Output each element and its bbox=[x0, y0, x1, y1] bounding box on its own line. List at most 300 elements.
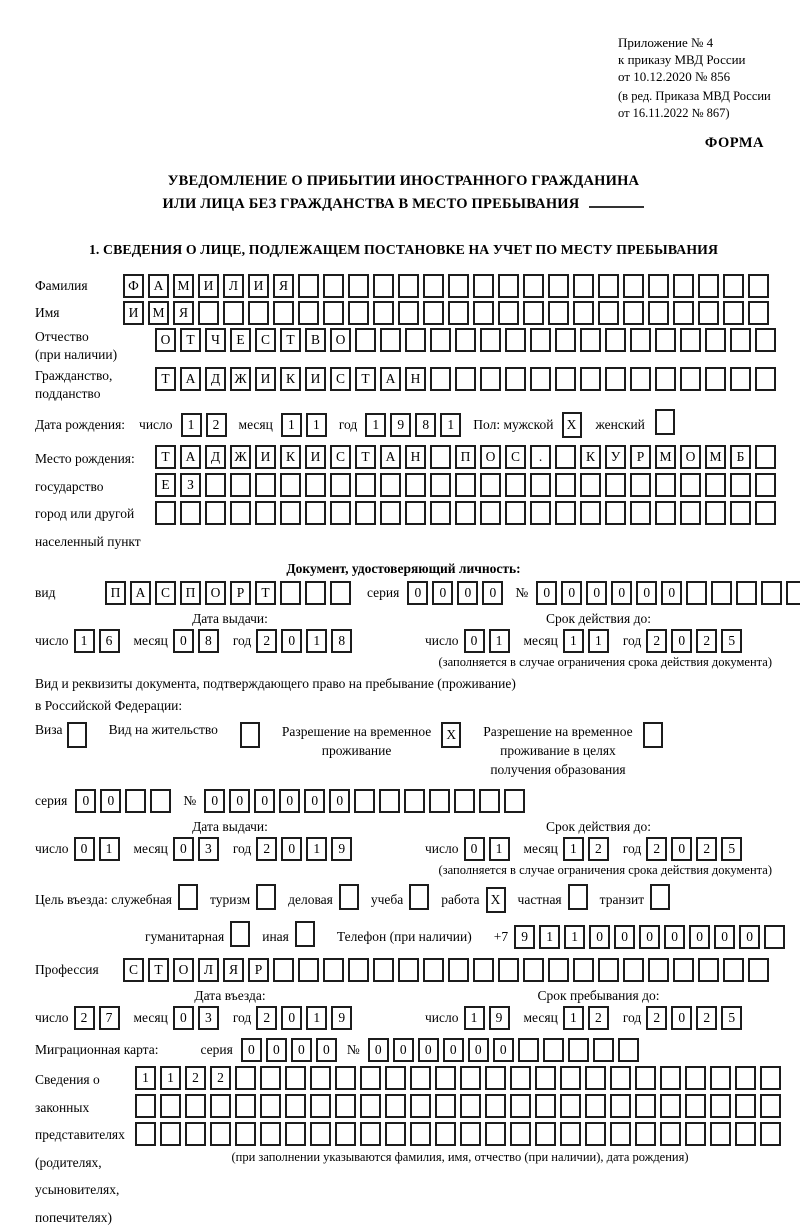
form-cell[interactable]: 0 bbox=[291, 1038, 312, 1062]
form-cell[interactable]: Т bbox=[355, 367, 376, 391]
form-cell[interactable] bbox=[730, 367, 751, 391]
form-cell[interactable] bbox=[348, 274, 369, 298]
form-cell[interactable] bbox=[655, 328, 676, 352]
form-cell[interactable] bbox=[598, 958, 619, 982]
form-cell[interactable] bbox=[355, 501, 376, 525]
form-cell[interactable]: 1 bbox=[564, 925, 585, 949]
form-cell[interactable]: Р bbox=[230, 581, 251, 605]
form-cell[interactable]: 0 bbox=[664, 925, 685, 949]
form-cell[interactable] bbox=[380, 501, 401, 525]
form-cell[interactable] bbox=[498, 958, 519, 982]
form-cell[interactable]: Ж bbox=[230, 367, 251, 391]
form-cell[interactable]: П bbox=[105, 581, 126, 605]
form-cell[interactable]: 1 bbox=[365, 413, 386, 437]
form-cell[interactable] bbox=[610, 1066, 631, 1090]
form-cell[interactable] bbox=[423, 958, 444, 982]
form-cell[interactable] bbox=[660, 1122, 681, 1146]
form-cell[interactable] bbox=[205, 473, 226, 497]
form-cell[interactable] bbox=[256, 884, 276, 910]
form-cell[interactable] bbox=[423, 301, 444, 325]
form-cell[interactable] bbox=[255, 473, 276, 497]
form-cell[interactable] bbox=[435, 1094, 456, 1118]
form-cell[interactable] bbox=[605, 473, 626, 497]
form-cell[interactable] bbox=[598, 274, 619, 298]
form-cell[interactable] bbox=[335, 1122, 356, 1146]
form-cell[interactable]: 0 bbox=[254, 789, 275, 813]
form-cell[interactable] bbox=[473, 274, 494, 298]
form-cell[interactable]: 2 bbox=[646, 837, 667, 861]
form-cell[interactable] bbox=[460, 1094, 481, 1118]
form-cell[interactable]: Е bbox=[230, 328, 251, 352]
form-cell[interactable] bbox=[429, 789, 450, 813]
form-cell[interactable]: С bbox=[255, 328, 276, 352]
form-cell[interactable] bbox=[373, 274, 394, 298]
form-cell[interactable] bbox=[373, 301, 394, 325]
form-cell[interactable] bbox=[385, 1066, 406, 1090]
form-cell[interactable] bbox=[585, 1094, 606, 1118]
form-cell[interactable]: 5 bbox=[721, 837, 742, 861]
form-cell[interactable] bbox=[605, 328, 626, 352]
form-cell[interactable]: Ф bbox=[123, 274, 144, 298]
form-cell[interactable] bbox=[305, 473, 326, 497]
form-cell[interactable]: Я bbox=[273, 274, 294, 298]
form-cell[interactable]: К bbox=[280, 367, 301, 391]
form-cell[interactable] bbox=[479, 789, 500, 813]
form-cell[interactable]: 0 bbox=[229, 789, 250, 813]
form-cell[interactable]: 0 bbox=[639, 925, 660, 949]
form-cell[interactable] bbox=[405, 501, 426, 525]
form-cell[interactable] bbox=[235, 1094, 256, 1118]
form-cell[interactable]: 0 bbox=[75, 789, 96, 813]
form-cell[interactable] bbox=[135, 1122, 156, 1146]
form-cell[interactable] bbox=[205, 501, 226, 525]
form-cell[interactable] bbox=[555, 473, 576, 497]
form-cell[interactable]: 0 bbox=[281, 629, 302, 653]
form-cell[interactable] bbox=[330, 473, 351, 497]
form-cell[interactable] bbox=[680, 501, 701, 525]
form-cell[interactable] bbox=[448, 958, 469, 982]
form-cell[interactable]: 1 bbox=[160, 1066, 181, 1090]
form-cell[interactable] bbox=[230, 473, 251, 497]
form-cell[interactable] bbox=[543, 1038, 564, 1062]
form-cell[interactable]: 2 bbox=[588, 837, 609, 861]
form-cell[interactable]: А bbox=[148, 274, 169, 298]
form-cell[interactable]: 0 bbox=[661, 581, 682, 605]
form-cell[interactable] bbox=[710, 1066, 731, 1090]
form-cell[interactable]: Б bbox=[730, 445, 751, 469]
form-cell[interactable]: 2 bbox=[696, 837, 717, 861]
form-cell[interactable] bbox=[480, 328, 501, 352]
form-cell[interactable] bbox=[764, 925, 785, 949]
form-cell[interactable] bbox=[635, 1066, 656, 1090]
form-cell[interactable] bbox=[240, 722, 260, 748]
form-cell[interactable]: 0 bbox=[671, 629, 692, 653]
form-cell[interactable] bbox=[598, 301, 619, 325]
form-cell[interactable]: 8 bbox=[415, 413, 436, 437]
form-cell[interactable]: З bbox=[180, 473, 201, 497]
form-cell[interactable]: 2 bbox=[185, 1066, 206, 1090]
form-cell[interactable] bbox=[295, 921, 315, 947]
form-cell[interactable]: 5 bbox=[721, 1006, 742, 1030]
form-cell[interactable] bbox=[555, 328, 576, 352]
form-cell[interactable] bbox=[405, 328, 426, 352]
form-cell[interactable] bbox=[685, 1066, 706, 1090]
form-cell[interactable]: 2 bbox=[588, 1006, 609, 1030]
form-cell[interactable] bbox=[673, 301, 694, 325]
form-cell[interactable] bbox=[410, 1122, 431, 1146]
form-cell[interactable]: К bbox=[580, 445, 601, 469]
form-cell[interactable] bbox=[705, 473, 726, 497]
form-cell[interactable] bbox=[455, 328, 476, 352]
form-cell[interactable] bbox=[298, 274, 319, 298]
form-cell[interactable] bbox=[410, 1094, 431, 1118]
form-cell[interactable]: 2 bbox=[210, 1066, 231, 1090]
form-cell[interactable] bbox=[335, 1066, 356, 1090]
form-cell[interactable] bbox=[573, 958, 594, 982]
form-cell[interactable] bbox=[535, 1122, 556, 1146]
form-cell[interactable] bbox=[580, 473, 601, 497]
form-cell[interactable] bbox=[67, 722, 87, 748]
form-cell[interactable]: 1 bbox=[306, 1006, 327, 1030]
form-cell[interactable] bbox=[185, 1122, 206, 1146]
form-cell[interactable] bbox=[660, 1094, 681, 1118]
form-cell[interactable] bbox=[660, 1066, 681, 1090]
form-cell[interactable] bbox=[248, 301, 269, 325]
form-cell[interactable] bbox=[698, 274, 719, 298]
form-cell[interactable] bbox=[480, 473, 501, 497]
form-cell[interactable] bbox=[260, 1066, 281, 1090]
form-cell[interactable] bbox=[455, 367, 476, 391]
form-cell[interactable] bbox=[430, 367, 451, 391]
form-cell[interactable] bbox=[473, 958, 494, 982]
form-cell[interactable] bbox=[330, 581, 351, 605]
form-cell[interactable]: 1 bbox=[464, 1006, 485, 1030]
form-cell[interactable] bbox=[760, 1122, 781, 1146]
form-cell[interactable] bbox=[530, 328, 551, 352]
form-cell[interactable]: М bbox=[148, 301, 169, 325]
form-cell[interactable]: 2 bbox=[206, 413, 227, 437]
form-cell[interactable]: 0 bbox=[739, 925, 760, 949]
form-cell[interactable]: 0 bbox=[241, 1038, 262, 1062]
form-cell[interactable]: 0 bbox=[493, 1038, 514, 1062]
form-cell[interactable] bbox=[630, 328, 651, 352]
form-cell[interactable] bbox=[568, 884, 588, 910]
form-cell[interactable]: 0 bbox=[407, 581, 428, 605]
form-cell[interactable]: О bbox=[330, 328, 351, 352]
form-cell[interactable]: 9 bbox=[514, 925, 535, 949]
form-cell[interactable]: А bbox=[380, 367, 401, 391]
form-cell[interactable]: X bbox=[441, 722, 461, 748]
form-cell[interactable]: 0 bbox=[586, 581, 607, 605]
form-cell[interactable] bbox=[650, 884, 670, 910]
form-cell[interactable] bbox=[285, 1122, 306, 1146]
form-cell[interactable]: Н bbox=[405, 445, 426, 469]
form-cell[interactable] bbox=[379, 789, 400, 813]
form-cell[interactable]: Я bbox=[173, 301, 194, 325]
form-cell[interactable] bbox=[330, 501, 351, 525]
form-cell[interactable]: 2 bbox=[256, 629, 277, 653]
form-cell[interactable]: 1 bbox=[440, 413, 461, 437]
form-cell[interactable]: 0 bbox=[536, 581, 557, 605]
form-cell[interactable]: А bbox=[130, 581, 151, 605]
form-cell[interactable]: 1 bbox=[135, 1066, 156, 1090]
form-cell[interactable]: 0 bbox=[482, 581, 503, 605]
form-cell[interactable]: С bbox=[505, 445, 526, 469]
form-cell[interactable]: 0 bbox=[316, 1038, 337, 1062]
form-cell[interactable] bbox=[448, 301, 469, 325]
form-cell[interactable]: М bbox=[705, 445, 726, 469]
form-cell[interactable] bbox=[485, 1094, 506, 1118]
form-cell[interactable]: С bbox=[330, 367, 351, 391]
form-cell[interactable]: 0 bbox=[304, 789, 325, 813]
form-cell[interactable] bbox=[430, 473, 451, 497]
form-cell[interactable]: 0 bbox=[589, 925, 610, 949]
form-cell[interactable] bbox=[185, 1094, 206, 1118]
form-cell[interactable] bbox=[673, 958, 694, 982]
form-cell[interactable] bbox=[355, 473, 376, 497]
form-cell[interactable]: 0 bbox=[457, 581, 478, 605]
form-cell[interactable]: А bbox=[180, 445, 201, 469]
form-cell[interactable] bbox=[404, 789, 425, 813]
form-cell[interactable] bbox=[730, 501, 751, 525]
form-cell[interactable] bbox=[510, 1066, 531, 1090]
form-cell[interactable] bbox=[761, 581, 782, 605]
form-cell[interactable]: 0 bbox=[561, 581, 582, 605]
form-cell[interactable] bbox=[348, 958, 369, 982]
form-cell[interactable] bbox=[523, 301, 544, 325]
form-cell[interactable] bbox=[305, 501, 326, 525]
form-cell[interactable] bbox=[705, 328, 726, 352]
form-cell[interactable]: 1 bbox=[281, 413, 302, 437]
form-cell[interactable] bbox=[680, 367, 701, 391]
form-cell[interactable] bbox=[310, 1066, 331, 1090]
form-cell[interactable] bbox=[260, 1122, 281, 1146]
form-cell[interactable] bbox=[760, 1066, 781, 1090]
form-cell[interactable] bbox=[198, 301, 219, 325]
form-cell[interactable] bbox=[280, 473, 301, 497]
form-cell[interactable] bbox=[585, 1122, 606, 1146]
form-cell[interactable] bbox=[610, 1094, 631, 1118]
form-cell[interactable]: 1 bbox=[563, 837, 584, 861]
form-cell[interactable]: М bbox=[173, 274, 194, 298]
form-cell[interactable] bbox=[680, 328, 701, 352]
form-cell[interactable]: У bbox=[605, 445, 626, 469]
form-cell[interactable]: 0 bbox=[368, 1038, 389, 1062]
form-cell[interactable]: 0 bbox=[173, 837, 194, 861]
form-cell[interactable]: Т bbox=[155, 445, 176, 469]
form-cell[interactable]: Н bbox=[405, 367, 426, 391]
form-cell[interactable] bbox=[160, 1122, 181, 1146]
form-cell[interactable]: 1 bbox=[563, 1006, 584, 1030]
form-cell[interactable] bbox=[630, 501, 651, 525]
form-cell[interactable] bbox=[623, 958, 644, 982]
form-cell[interactable] bbox=[323, 274, 344, 298]
form-cell[interactable] bbox=[235, 1066, 256, 1090]
form-cell[interactable] bbox=[178, 884, 198, 910]
form-cell[interactable]: 0 bbox=[100, 789, 121, 813]
form-cell[interactable] bbox=[555, 501, 576, 525]
form-cell[interactable] bbox=[585, 1066, 606, 1090]
form-cell[interactable] bbox=[410, 1066, 431, 1090]
form-cell[interactable]: 0 bbox=[279, 789, 300, 813]
form-cell[interactable]: 0 bbox=[689, 925, 710, 949]
form-cell[interactable] bbox=[454, 789, 475, 813]
form-cell[interactable]: И bbox=[305, 445, 326, 469]
form-cell[interactable]: О bbox=[480, 445, 501, 469]
form-cell[interactable] bbox=[360, 1066, 381, 1090]
form-cell[interactable]: 0 bbox=[418, 1038, 439, 1062]
form-cell[interactable] bbox=[360, 1122, 381, 1146]
form-cell[interactable] bbox=[673, 274, 694, 298]
form-cell[interactable] bbox=[698, 958, 719, 982]
form-cell[interactable] bbox=[155, 501, 176, 525]
form-cell[interactable] bbox=[655, 367, 676, 391]
form-cell[interactable]: 8 bbox=[331, 629, 352, 653]
form-cell[interactable]: 0 bbox=[74, 837, 95, 861]
form-cell[interactable] bbox=[535, 1094, 556, 1118]
form-cell[interactable] bbox=[705, 367, 726, 391]
form-cell[interactable] bbox=[323, 301, 344, 325]
form-cell[interactable] bbox=[125, 789, 146, 813]
form-cell[interactable] bbox=[405, 473, 426, 497]
form-cell[interactable] bbox=[618, 1038, 639, 1062]
form-cell[interactable]: В bbox=[305, 328, 326, 352]
form-cell[interactable] bbox=[480, 367, 501, 391]
form-cell[interactable]: 0 bbox=[464, 629, 485, 653]
form-cell[interactable] bbox=[698, 301, 719, 325]
form-cell[interactable] bbox=[323, 958, 344, 982]
form-cell[interactable] bbox=[686, 581, 707, 605]
form-cell[interactable] bbox=[505, 473, 526, 497]
form-cell[interactable]: 1 bbox=[306, 837, 327, 861]
form-cell[interactable] bbox=[735, 1122, 756, 1146]
form-cell[interactable] bbox=[455, 501, 476, 525]
form-cell[interactable] bbox=[560, 1094, 581, 1118]
form-cell[interactable] bbox=[736, 581, 757, 605]
form-cell[interactable]: 9 bbox=[489, 1006, 510, 1030]
form-cell[interactable]: 0 bbox=[281, 1006, 302, 1030]
form-cell[interactable]: М bbox=[655, 445, 676, 469]
form-cell[interactable]: 0 bbox=[393, 1038, 414, 1062]
form-cell[interactable] bbox=[568, 1038, 589, 1062]
form-cell[interactable] bbox=[710, 1122, 731, 1146]
form-cell[interactable] bbox=[735, 1066, 756, 1090]
form-cell[interactable] bbox=[285, 1066, 306, 1090]
form-cell[interactable] bbox=[280, 501, 301, 525]
form-cell[interactable]: Т bbox=[355, 445, 376, 469]
form-cell[interactable] bbox=[655, 409, 675, 435]
form-cell[interactable] bbox=[755, 501, 776, 525]
form-cell[interactable]: 0 bbox=[173, 629, 194, 653]
form-cell[interactable]: 0 bbox=[281, 837, 302, 861]
form-cell[interactable]: 0 bbox=[671, 837, 692, 861]
form-cell[interactable] bbox=[430, 445, 451, 469]
form-cell[interactable] bbox=[623, 301, 644, 325]
form-cell[interactable]: Д bbox=[205, 367, 226, 391]
form-cell[interactable]: Л bbox=[223, 274, 244, 298]
form-cell[interactable]: А bbox=[380, 445, 401, 469]
form-cell[interactable]: 0 bbox=[266, 1038, 287, 1062]
form-cell[interactable] bbox=[711, 581, 732, 605]
form-cell[interactable]: П bbox=[180, 581, 201, 605]
form-cell[interactable] bbox=[755, 473, 776, 497]
form-cell[interactable] bbox=[648, 301, 669, 325]
form-cell[interactable]: Т bbox=[148, 958, 169, 982]
form-cell[interactable]: 0 bbox=[636, 581, 657, 605]
form-cell[interactable] bbox=[430, 501, 451, 525]
form-cell[interactable] bbox=[680, 473, 701, 497]
form-cell[interactable] bbox=[735, 1094, 756, 1118]
form-cell[interactable] bbox=[235, 1122, 256, 1146]
form-cell[interactable] bbox=[255, 501, 276, 525]
form-cell[interactable] bbox=[685, 1122, 706, 1146]
form-cell[interactable] bbox=[530, 473, 551, 497]
form-cell[interactable] bbox=[360, 1094, 381, 1118]
form-cell[interactable]: И bbox=[255, 367, 276, 391]
form-cell[interactable]: 2 bbox=[256, 837, 277, 861]
form-cell[interactable] bbox=[555, 445, 576, 469]
form-cell[interactable] bbox=[460, 1122, 481, 1146]
form-cell[interactable] bbox=[498, 274, 519, 298]
form-cell[interactable]: . bbox=[530, 445, 551, 469]
form-cell[interactable] bbox=[705, 501, 726, 525]
form-cell[interactable]: 1 bbox=[99, 837, 120, 861]
form-cell[interactable] bbox=[435, 1122, 456, 1146]
form-cell[interactable] bbox=[273, 958, 294, 982]
form-cell[interactable] bbox=[230, 501, 251, 525]
form-cell[interactable]: О bbox=[155, 328, 176, 352]
form-cell[interactable]: 9 bbox=[390, 413, 411, 437]
form-cell[interactable] bbox=[560, 1122, 581, 1146]
form-cell[interactable]: 3 bbox=[198, 837, 219, 861]
form-cell[interactable]: А bbox=[180, 367, 201, 391]
form-cell[interactable] bbox=[355, 328, 376, 352]
form-cell[interactable] bbox=[560, 1066, 581, 1090]
form-cell[interactable] bbox=[510, 1094, 531, 1118]
form-cell[interactable]: Ч bbox=[205, 328, 226, 352]
form-cell[interactable]: 0 bbox=[468, 1038, 489, 1062]
form-cell[interactable]: Ж bbox=[230, 445, 251, 469]
form-cell[interactable] bbox=[755, 445, 776, 469]
form-cell[interactable] bbox=[230, 921, 250, 947]
form-cell[interactable] bbox=[605, 367, 626, 391]
form-cell[interactable]: 1 bbox=[306, 629, 327, 653]
form-cell[interactable] bbox=[498, 301, 519, 325]
form-cell[interactable] bbox=[580, 367, 601, 391]
form-cell[interactable] bbox=[339, 884, 359, 910]
form-cell[interactable] bbox=[755, 328, 776, 352]
form-cell[interactable] bbox=[505, 501, 526, 525]
form-cell[interactable] bbox=[435, 1066, 456, 1090]
form-cell[interactable]: 1 bbox=[181, 413, 202, 437]
form-cell[interactable] bbox=[310, 1122, 331, 1146]
form-cell[interactable] bbox=[710, 1094, 731, 1118]
form-cell[interactable] bbox=[298, 301, 319, 325]
form-cell[interactable] bbox=[423, 274, 444, 298]
form-cell[interactable] bbox=[305, 581, 326, 605]
form-cell[interactable]: 3 bbox=[198, 1006, 219, 1030]
form-cell[interactable]: 1 bbox=[539, 925, 560, 949]
form-cell[interactable]: 2 bbox=[256, 1006, 277, 1030]
form-cell[interactable] bbox=[573, 301, 594, 325]
form-cell[interactable] bbox=[409, 884, 429, 910]
form-cell[interactable]: 1 bbox=[588, 629, 609, 653]
form-cell[interactable]: О bbox=[173, 958, 194, 982]
form-cell[interactable]: К bbox=[280, 445, 301, 469]
form-cell[interactable]: 0 bbox=[464, 837, 485, 861]
form-cell[interactable]: 0 bbox=[714, 925, 735, 949]
form-cell[interactable] bbox=[548, 301, 569, 325]
